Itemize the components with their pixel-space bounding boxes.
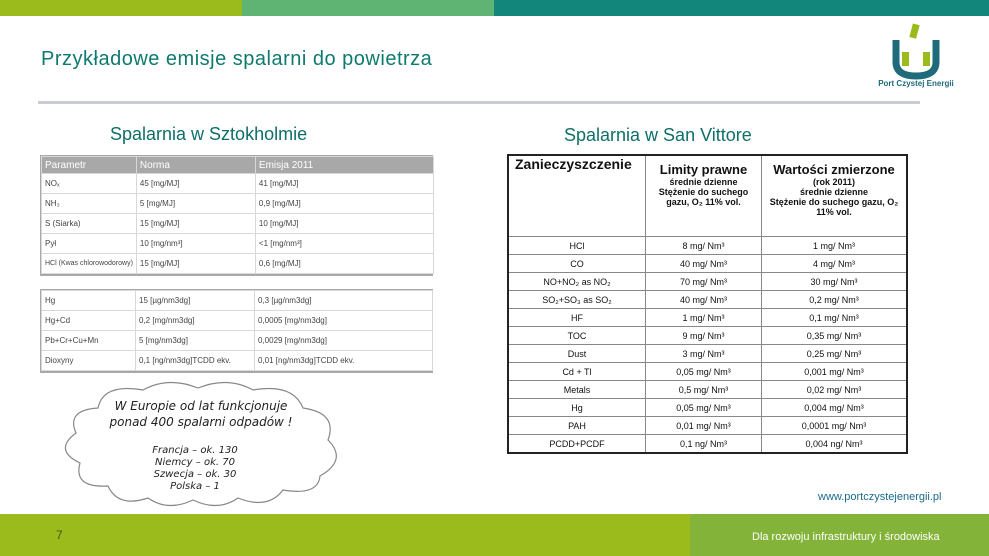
- table-cell: 0,35 mg/ Nm³: [762, 327, 908, 345]
- table-cell: SO₂+SO₃ as SO₂: [508, 291, 646, 309]
- table-cell: <1 [mg/nm³]: [255, 234, 433, 254]
- table-cell: 15 [mg/MJ]: [136, 214, 255, 234]
- country-item: Niemcy – ok. 70: [155, 457, 235, 468]
- top-bar-segment-2: [242, 0, 494, 16]
- footer-text: Dla rozwoju infrastruktury i środowiska: [752, 531, 940, 543]
- table-cell: 1 mg/ Nm³: [646, 309, 762, 327]
- table-cell: Dust: [508, 345, 646, 363]
- table-cell: Metals: [508, 381, 646, 399]
- table-row: [508, 399, 907, 417]
- table-row: [508, 345, 907, 363]
- header-title: Limity prawne: [659, 162, 748, 177]
- table-cell: 0,2 mg/ Nm³: [762, 291, 908, 309]
- table-cell: 0,3 [µg/nm3dg]: [255, 291, 433, 311]
- slide-title: Przykładowe emisje spalarni do powietrza: [41, 48, 433, 70]
- country-item: Polska – 1: [170, 481, 220, 492]
- table-row: [508, 435, 907, 454]
- table-cell: 0,1 mg/ Nm³: [762, 309, 908, 327]
- table-cell: 10 [mg/MJ]: [255, 214, 433, 234]
- header-cell: [646, 155, 762, 237]
- table-cell: 0,2 [mg/nm3dg]: [136, 311, 255, 331]
- website-link[interactable]: www.portczystejenergii.pl: [818, 491, 942, 503]
- country-list: [130, 445, 260, 493]
- table-cell: PCDD+PCDF: [508, 435, 646, 454]
- table-cell: 45 [mg/MJ]: [136, 174, 255, 194]
- table-cell: S (Siarka): [42, 214, 137, 234]
- header-sub: (rok 2011): [812, 177, 856, 187]
- header-sub: średnie dzienne: [799, 187, 869, 197]
- right-heading: Spalarnia w San Vittore: [564, 125, 752, 145]
- table-cell: HCl (Kwas chlorowodorowy): [42, 254, 137, 274]
- stockholm-table-b: [41, 290, 433, 371]
- table-cell: 0,004 ng/ Nm³: [762, 435, 908, 454]
- table-cell: 5 [mg/nm3dg]: [136, 331, 255, 351]
- table-row: [42, 174, 434, 194]
- table-row: [508, 363, 907, 381]
- table-row: [508, 291, 907, 309]
- table-header-row: [508, 155, 907, 237]
- header-cell: Parametr: [42, 157, 137, 174]
- table-cell: HCl: [508, 237, 646, 255]
- stockholm-table-a: [41, 156, 434, 274]
- table-row: [508, 309, 907, 327]
- table-cell: 40 mg/ Nm³: [646, 255, 762, 273]
- table-cell: 10 [mg/nm³]: [136, 234, 255, 254]
- table-cell: NH₃: [42, 194, 137, 214]
- page-number: 7: [56, 528, 63, 542]
- table-row: [508, 381, 907, 399]
- table-cell: 0,9 [mg/MJ]: [255, 194, 433, 214]
- table-cell: 15 [mg/MJ]: [136, 254, 255, 274]
- table-cell: PAH: [508, 417, 646, 435]
- table-cell: 8 mg/ Nm³: [646, 237, 762, 255]
- cloud-line: ponad 400 spalarni odpadów !: [109, 415, 293, 429]
- table-cell: 15 [µg/nm3dg]: [136, 291, 255, 311]
- table-cell: 41 [mg/MJ]: [255, 174, 433, 194]
- page-number-box: [0, 514, 78, 556]
- top-bar-segment-1: [0, 0, 242, 16]
- table-cell: 40 mg/ Nm³: [646, 291, 762, 309]
- table-cell: 0,5 mg/ Nm³: [646, 381, 762, 399]
- table-header-row: [42, 157, 434, 174]
- table-cell: 4 mg/ Nm³: [762, 255, 908, 273]
- table-cell: TOC: [508, 327, 646, 345]
- header-note: Stężenie do suchego gazu, O₂ 11% vol.: [769, 197, 899, 217]
- table-cell: 5 [mg/MJ]: [136, 194, 255, 214]
- header-cell: Zanieczyszczenie: [508, 155, 646, 237]
- table-cell: HF: [508, 309, 646, 327]
- title-divider: [38, 101, 920, 104]
- table-cell: 0,01 mg/ Nm³: [646, 417, 762, 435]
- table-cell: NO+NO₂ as NO₂: [508, 273, 646, 291]
- table-cell: Cd + Tl: [508, 363, 646, 381]
- table-row: [508, 327, 907, 345]
- header-title: Wartości zmierzone: [773, 162, 895, 177]
- table-row: [42, 194, 434, 214]
- table-cell: 0,0001 mg/ Nm³: [762, 417, 908, 435]
- table-row: [42, 351, 433, 371]
- table-cell: 0,6 [mg/MJ]: [255, 254, 433, 274]
- table-cell: 0,004 mg/ Nm³: [762, 399, 908, 417]
- table-cell: 0,0029 [mg/nm3dg]: [255, 331, 433, 351]
- table-cell: 1 mg/ Nm³: [762, 237, 908, 255]
- table-cell: NOₓ: [42, 174, 137, 194]
- table-cell: 0,1 [ng/nm3dg]TCDD ekv.: [136, 351, 255, 371]
- left-heading: Spalarnia w Sztokholmie: [110, 124, 308, 144]
- table-row: [42, 234, 434, 254]
- table-row: [508, 237, 907, 255]
- table-cell: Hg: [508, 399, 646, 417]
- header-sub: średnie dzienne: [669, 177, 738, 187]
- table-row: [508, 273, 907, 291]
- table-row: [42, 331, 433, 351]
- table-cell: 70 mg/ Nm³: [646, 273, 762, 291]
- table-cell: 0,05 mg/ Nm³: [646, 363, 762, 381]
- table-cell: 9 mg/ Nm³: [646, 327, 762, 345]
- cloud-line: W Europie od lat funkcjonuje: [114, 399, 288, 413]
- header-cell: [762, 155, 908, 237]
- table-cell: 3 mg/ Nm³: [646, 345, 762, 363]
- table-row: [42, 254, 434, 274]
- cloud-text: [96, 398, 306, 430]
- table-cell: 0,1 ng/ Nm³: [646, 435, 762, 454]
- table-cell: 0,05 mg/ Nm³: [646, 399, 762, 417]
- table-cell: 0,0005 [mg/nm3dg]: [255, 311, 433, 331]
- table-row: [42, 214, 434, 234]
- table-cell: CO: [508, 255, 646, 273]
- table-row: [508, 255, 907, 273]
- table-cell: 0,01 [ng/nm3dg]TCDD ekv.: [255, 351, 433, 371]
- header-cell: Emisja 2011: [255, 157, 433, 174]
- table-cell: Pb+Cr+Cu+Mn: [42, 331, 136, 351]
- header-cell: Norma: [136, 157, 255, 174]
- country-item: Szwecja – ok. 30: [153, 469, 237, 480]
- table-cell: Pył: [42, 234, 137, 254]
- table-cell: 0,001 mg/ Nm³: [762, 363, 908, 381]
- top-bar-segment-3: [494, 0, 989, 16]
- header-note: Stężenie do suchego gazu, O₂ 11% vol.: [658, 187, 749, 207]
- table-cell: Hg+Cd: [42, 311, 136, 331]
- table-cell: 0,25 mg/ Nm³: [762, 345, 908, 363]
- logo-text: Port Czystej Energii: [878, 79, 954, 88]
- table-row: [508, 417, 907, 435]
- table-cell: 0,02 mg/ Nm³: [762, 381, 908, 399]
- san-vittore-table: [507, 154, 908, 454]
- table-row: [42, 311, 433, 331]
- table-cell: 30 mg/ Nm³: [762, 273, 908, 291]
- table-row: [42, 291, 433, 311]
- country-item: Francja – ok. 130: [152, 445, 238, 456]
- table-cell: Hg: [42, 291, 136, 311]
- table-cell: Dioxyny: [42, 351, 136, 371]
